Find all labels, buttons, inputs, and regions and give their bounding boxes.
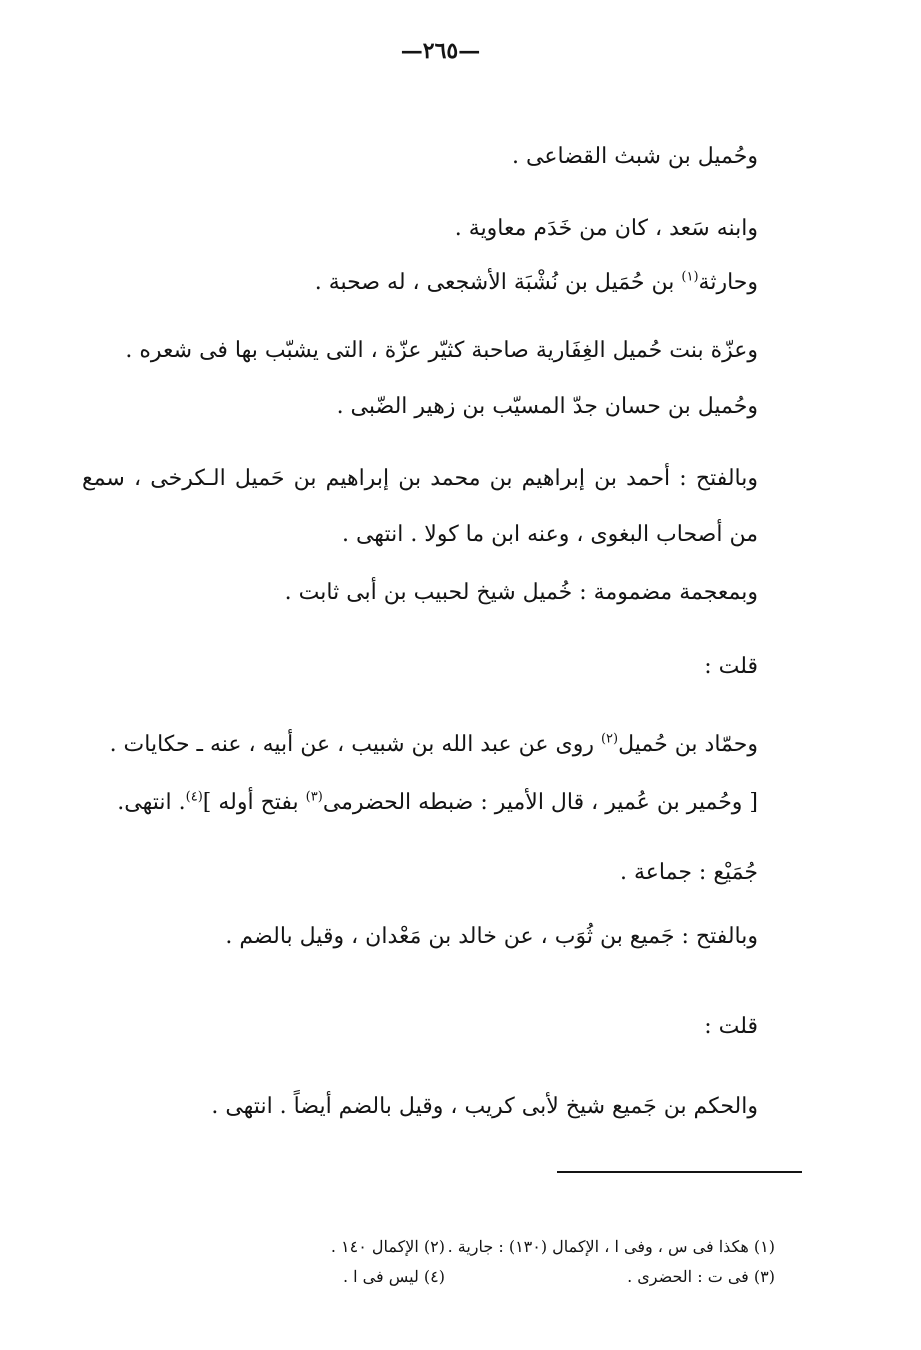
text-line-11: جُمَيْع : جماعة . xyxy=(620,860,758,885)
qultu-heading-2: قلت : xyxy=(704,1014,758,1039)
text-line-3-part-2: بن حُمَيل بن نُشْبَة الأشجعى ، له صحبة . xyxy=(314,270,682,295)
footnote-3: (٣) فى ت : الحضرى . xyxy=(627,1267,775,1286)
text-line-3 xyxy=(315,268,758,298)
text-line-12: وبالفتح : جَميع بن ثُوَب ، عن خالد بن مَعْدان ، وقيل بالضم . xyxy=(225,924,758,949)
footnote-ref-1: (١) xyxy=(681,269,699,285)
qultu-heading-1: قلت : xyxy=(704,654,758,679)
footnote-1: (١) هكذا فى س ، وفى ا ، الإكمال (١٣٠) : جارية . xyxy=(447,1237,775,1256)
text-line-10-part-2: بفتح أوله ] xyxy=(202,790,306,815)
footnote-ref-3: (٣) xyxy=(305,789,323,805)
footnote-row-2 xyxy=(150,1262,775,1292)
footnote-separator xyxy=(557,1171,802,1173)
text-line-10-part-3: . انتهى. xyxy=(117,790,186,815)
page-number: —٢٦٥— xyxy=(400,38,481,64)
footnote-ref-4: (٤) xyxy=(185,789,203,805)
text-line-2: وابنه سَعد ، كان من خَدَم معاوية . xyxy=(454,216,758,241)
text-line-3-part-1: وحارثة xyxy=(698,270,758,295)
footnote-ref-2: (٢) xyxy=(600,731,619,747)
text-line-9-part-2: روى عن عبد الله بن شبيب ، عن أبيه ، عنه ـ حكايات . xyxy=(109,732,601,757)
text-line-10-part-1: [ وحُمير بن عُمير ، قال الأمير : ضبطه الحضرمى xyxy=(322,790,758,815)
footnote-2: (٢) الإكمال ١٤٠ . xyxy=(330,1237,445,1256)
text-line-10 xyxy=(117,788,758,818)
text-line-5: وحُميل بن حسان جدّ المسيّب بن زهير الضّبى . xyxy=(336,394,758,419)
text-line-9-part-1: وحمّاد بن حُميل xyxy=(618,732,758,757)
footnotes xyxy=(150,1232,775,1292)
text-line-4: وعزّة بنت حُميل الغِفَارية صاحبة كثيّر عزّة ، التى يشبّب بها فى شعره . xyxy=(125,338,758,363)
text-line-9 xyxy=(110,730,758,760)
text-line-7: وبمعجمة مضمومة : خُميل شيخ لحبيب بن أبى ثابت . xyxy=(284,580,758,605)
text-line-1: وحُميل بن شبث القضاعى . xyxy=(512,144,758,169)
footnote-4: (٤) ليس فى ا . xyxy=(342,1267,445,1286)
text-paragraph-bilfath: وبالفتح : أحمد بن إبراهيم بن محمد بن إبراهيم بن حَميل الـكرخى ، سمع من أصحاب البغوى ، وعنه ابن ما كولا . انتهى . xyxy=(82,466,758,547)
footnote-row-1 xyxy=(150,1232,775,1262)
text-line-14: والحكم بن جَميع شيخ لأبى كريب ، وقيل بالضم أيضاً . انتهى . xyxy=(211,1094,758,1119)
